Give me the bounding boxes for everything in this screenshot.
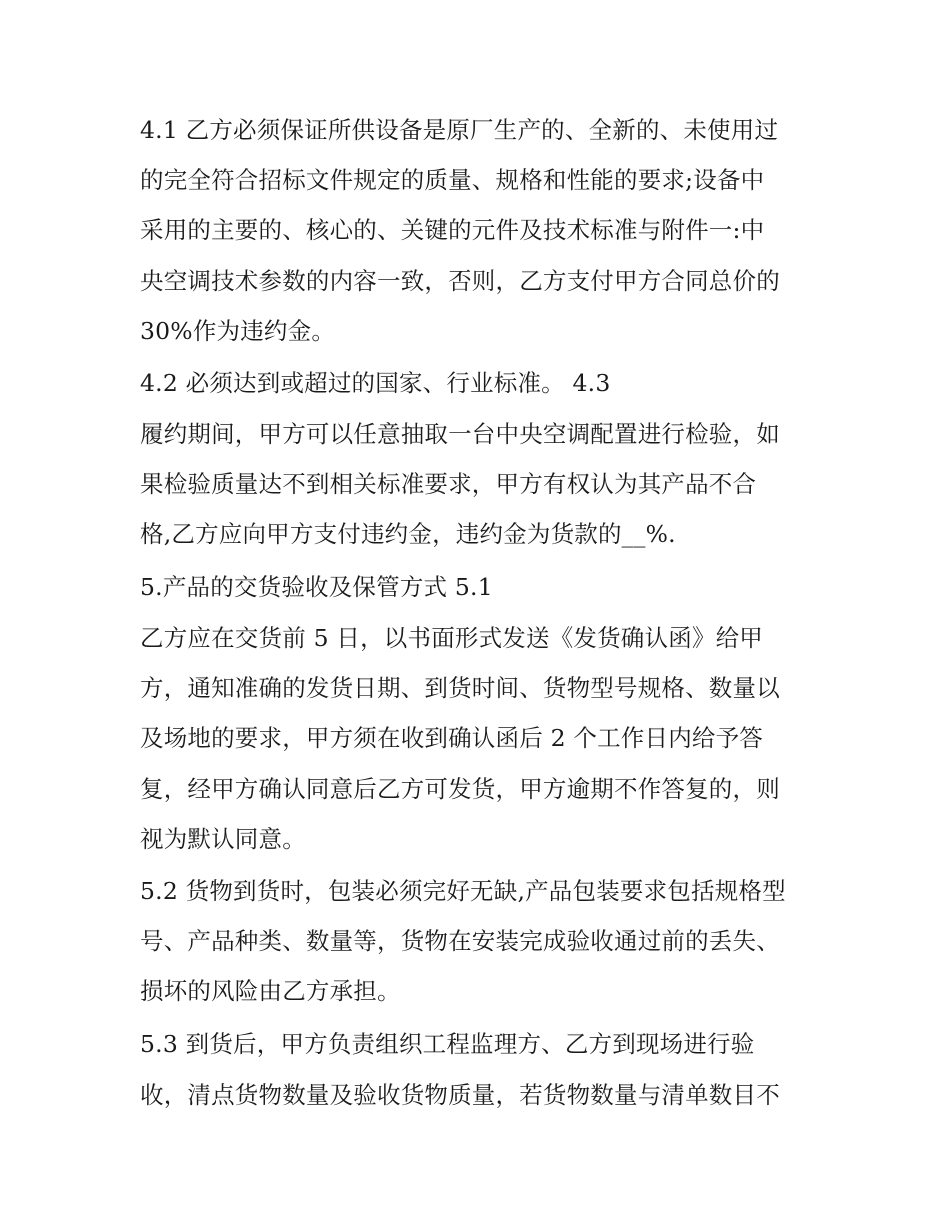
text-line: 视为默认同意。: [140, 825, 306, 853]
text-line: 4.1 乙方必须保证所供设备是原厂生产的、全新的、未使用过: [140, 116, 779, 144]
text-line: 履约期间，甲方可以任意抽取一台中央空调配置进行检验，如: [140, 420, 780, 448]
text-line: 央空调技术参数的内容一致，否则，乙方支付甲方合同总价的: [140, 267, 780, 295]
text-line: 格,乙方应向甲方支付违约金，违约金为货款的__%.: [140, 520, 676, 548]
text-line: 5.3 到货后，甲方负责组织工程监理方、乙方到现场进行验: [140, 1030, 755, 1058]
text-line: 4.2 必须达到或超过的国家、行业标准。 4.3: [140, 369, 611, 397]
text-line: 收，清点货物数量及验收货物质量，若货物数量与清单数目不: [140, 1081, 780, 1109]
text-line: 乙方应在交货前 5 日，以书面形式发送《发货确认函》给甲: [140, 624, 763, 652]
text-line: 复，经甲方确认同意后乙方可发货，甲方逾期不作答复的，则: [140, 775, 780, 803]
text-line: 采用的主要的、核心的、关键的元件及技术标准与附件一:中: [140, 216, 765, 244]
text-line: 及场地的要求，甲方须在收到确认函后 2 个工作日内给予答: [140, 724, 763, 752]
text-line: 5.2 货物到货时，包装必须完好无缺,产品包装要求包括规格型: [140, 877, 786, 905]
text-line: 果检验质量达不到相关标准要求，甲方有权认为其产品不合: [140, 470, 757, 498]
text-line: 号、产品种类、数量等，货物在安装完成验收通过前的丢失、: [140, 927, 780, 955]
text-line: 损坏的风险由乙方承担。: [140, 977, 401, 1005]
text-line: 5.产品的交货验收及保管方式 5.1: [140, 573, 493, 601]
text-line: 的完全符合招标文件规定的质量、规格和性能的要求;设备中: [140, 166, 765, 194]
text-line: 30%作为违约金。: [140, 317, 336, 345]
text-line: 方，通知准确的发货日期、到货时间、货物型号规格、数量以: [140, 674, 780, 702]
